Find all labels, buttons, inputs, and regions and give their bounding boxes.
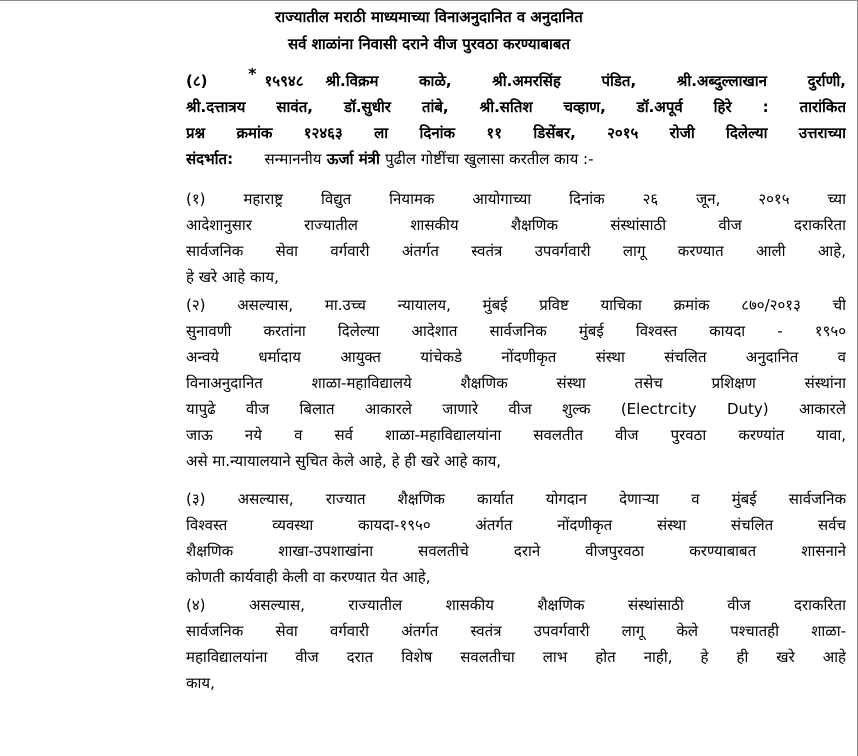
- starred-mark: *: [248, 68, 257, 83]
- question-part-1: [186, 186, 846, 290]
- minister-name: ऊर्जा मंत्री: [326, 150, 380, 168]
- paragraph-line: यापुढे वीज बिलात आकारले जाणारे वीज शुल्क (Electrcity Duty) आकारले: [186, 400, 846, 418]
- question-part-2: [186, 292, 846, 474]
- askers-line-1: श्री.विक्रम काळे, श्री.अमरसिंह पंडित, श्री.अब्दुल्लाखान दुर्राणी,: [325, 72, 846, 90]
- paragraph-line: जाऊ नये व सर्व शाळा-महाविद्यालयांना सवलतीत वीज पुरवठा करण्यांत यावा,: [186, 426, 846, 444]
- paragraph-line: आदेशानुसार राज्यातील शासकीय शैक्षणिक संस्थांसाठी वीज दराकरिता: [186, 216, 846, 234]
- question-header-line-1: [186, 68, 846, 94]
- question-header: [186, 68, 846, 172]
- paragraph-line: सार्वजनिक सेवा वर्गवारी अंतर्गत स्वतंत्र उपवर्गवारी लागू केले पश्चातही शाळा-: [186, 622, 846, 640]
- question-number: १५९४८: [264, 72, 304, 90]
- askers-line-2: श्री.दत्तात्रय सावंत, डॉ.सुधीर तांबे, श्री.सतिश चव्हाण, डॉ.अपूर्व हिरे : तारांकित: [186, 98, 846, 116]
- paragraph-line: (२) असल्यास, मा.उच्च न्यायालय, मुंबई प्रविष्ट याचिका क्रमांक ८७०/२०१३ ची: [186, 296, 846, 314]
- question-part-3: [186, 486, 846, 590]
- document-title-line-1: राज्यातील मराठी माध्यमाच्या विनाअनुदानित व अनुदानित: [275, 8, 583, 26]
- paragraph-line: शैक्षणिक शाखा-उपशाखांना सवलतीचे दराने वीजपुरवठा करण्याबाबत शासनाने: [186, 542, 846, 560]
- paragraph-line: हे खरे आहे काय,: [186, 268, 279, 286]
- paragraph-line: (३) असल्यास, राज्यात शैक्षणिक कार्यात योगदान देणाऱ्या व मुंबई सार्वजनिक: [186, 490, 846, 508]
- reference-label: संदर्भात:: [186, 150, 234, 168]
- paragraph-line: (४) असल्यास, राज्यातील शासकीय शैक्षणिक संस्थांसाठी वीज दराकरिता: [186, 596, 846, 614]
- intro-prefix: सन्माननीय: [264, 150, 322, 168]
- reference-line: प्रश्न क्रमांक १२४६३ ला दिनांक ११ डिसेंबर, २०१५ रोजी दिलेल्या उत्तराच्या: [186, 124, 846, 142]
- intro-suffix: पुढील गोष्टींचा खुलासा करतील काय :-: [385, 150, 594, 168]
- paragraph-line: विनाअनुदानित शाळा-महाविद्यालये शैक्षणिक संस्था तसेच प्रशिक्षण संस्थांना: [186, 374, 846, 392]
- question-serial: (८): [186, 72, 208, 90]
- paragraph-line: कोणती कार्यवाही केली वा करण्यात येत आहे,: [186, 568, 431, 586]
- paragraph-line: विश्वस्त व्यवस्था कायदा-१९५० अंतर्गत नोंदणीकृत संस्था संचलित सर्वच: [186, 516, 846, 534]
- paragraph-line: (१) महाराष्ट्र विद्युत नियामक आयोगाच्या दिनांक २६ जून, २०१५ च्या: [186, 190, 846, 208]
- paragraph-line: अन्वये धर्मादाय आयुक्त यांचेकडे नोंदणीकृत संस्था संचलित अनुदानित व: [186, 348, 846, 366]
- page-top-border: [0, 0, 858, 1]
- paragraph-line: महाविद्यालयांना वीज दरात विशेष सवलतीचा लाभ होत नाही, हे ही खरे आहे: [186, 648, 846, 666]
- paragraph-line: सार्वजनिक सेवा वर्गवारी अंतर्गत स्वतंत्र उपवर्गवारी लागू करण्यात आली आहे,: [186, 242, 846, 260]
- question-part-4: [186, 592, 846, 696]
- paragraph-line: सुनावणी करतांना दिलेल्या आदेशात सार्वजनिक मुंबई विश्वस्त कायदा - १९५०: [186, 322, 846, 340]
- paragraph-line: असे मा.न्यायालयाने सुचित केले आहे, हे ही खरे आहे काय,: [186, 452, 502, 470]
- question-header-line-4: [186, 146, 846, 172]
- paragraph-line: काय,: [186, 674, 215, 692]
- document-title-line-2: सर्व शाळांना निवासी दराने वीज पुरवठा करण्याबाबत: [287, 35, 571, 53]
